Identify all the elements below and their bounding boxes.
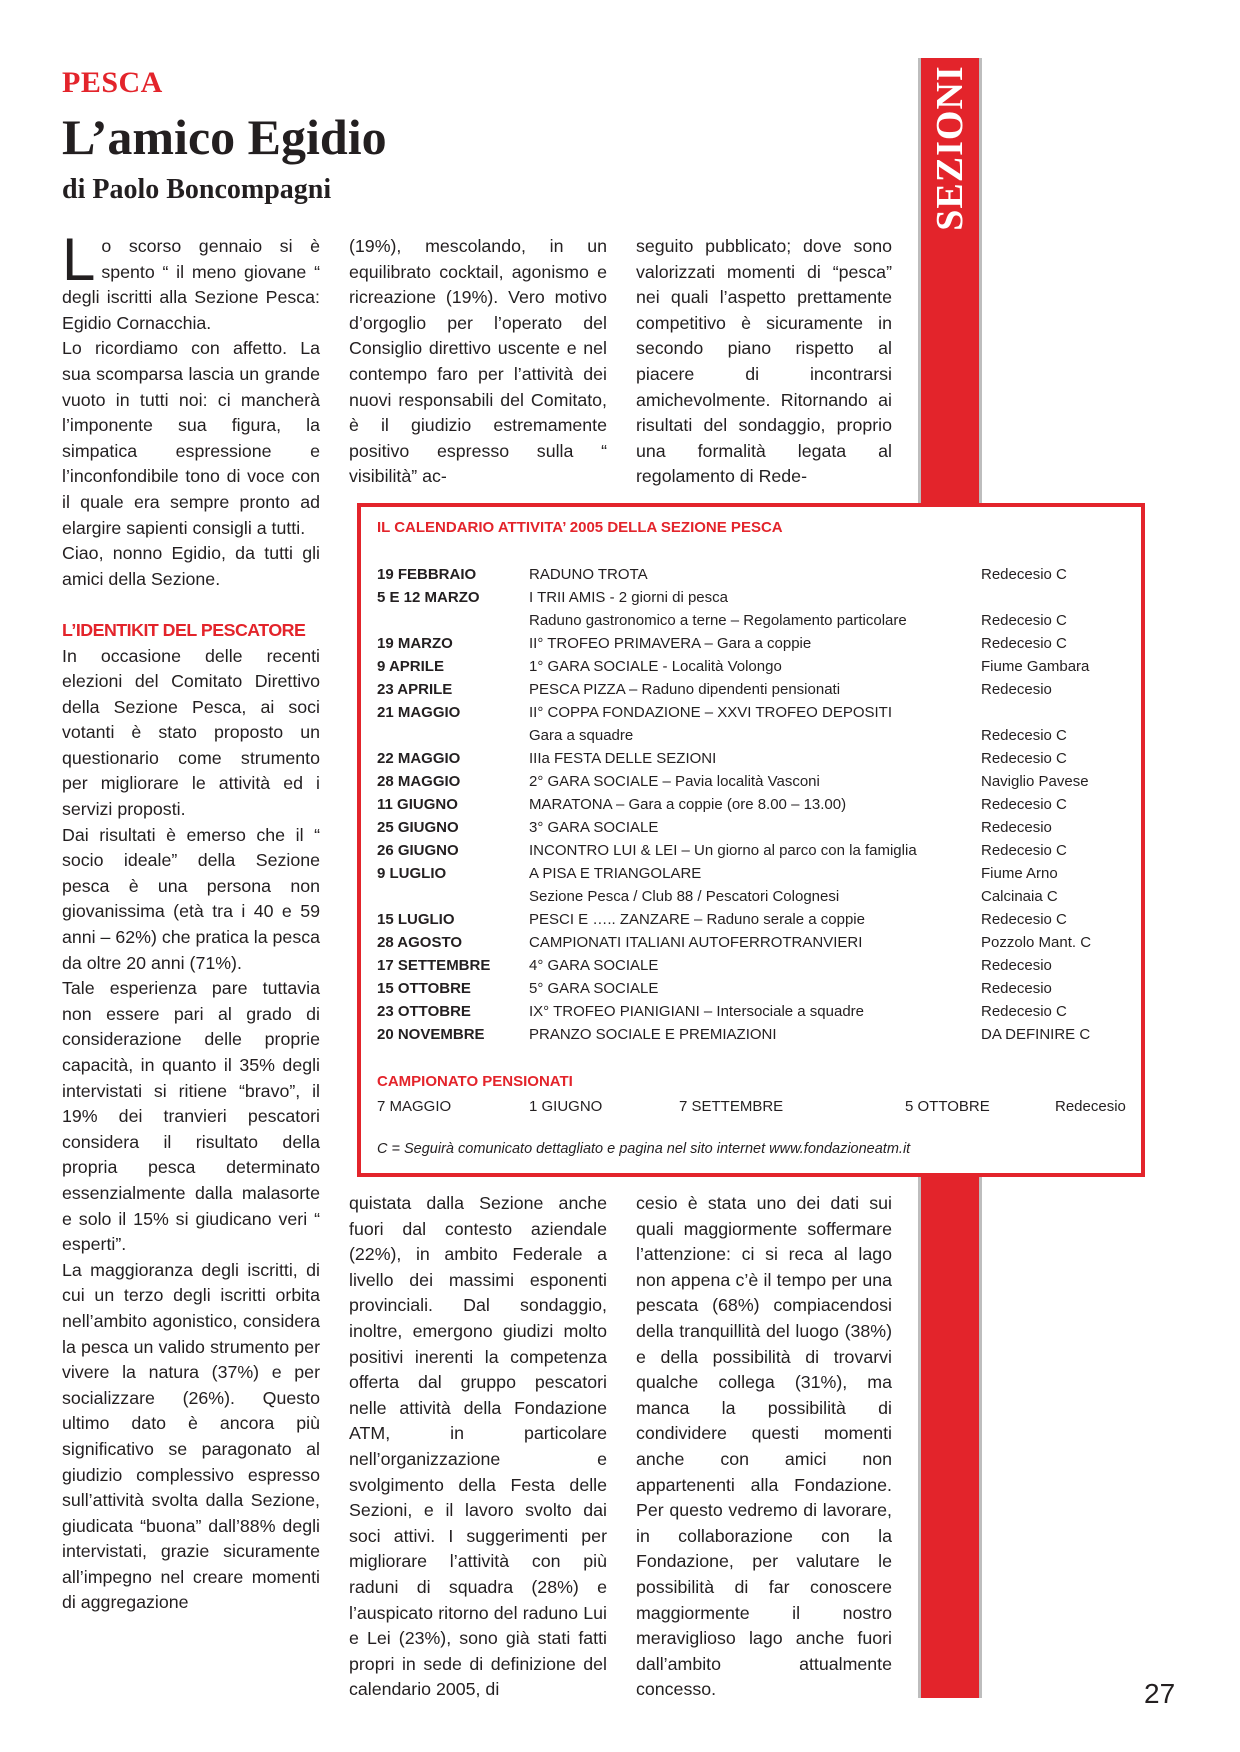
calendar-event: Gara a squadre bbox=[529, 727, 634, 744]
paragraph: Tale esperienza pare tuttavia non essere pari al grado di considerazione delle proprie capacità, in quanto il 35% degli intervistati si ritiene “bravo”, il 19% dei tranvieri pescatori considera il risultato della propria pesca determinato essenzialmente dalla malasorte e solo il 15% si giudicano veri “ esperti”. bbox=[62, 978, 320, 1255]
calendar-row bbox=[377, 770, 1137, 793]
calendar-event: Sezione Pesca / Club 88 / Pescatori Colognesi bbox=[529, 888, 840, 905]
drop-cap: L bbox=[62, 226, 96, 293]
calendar-date: 9 APRILE bbox=[377, 658, 444, 675]
calendar-place: Redecesio C bbox=[981, 842, 1067, 859]
calendar-date: 21 MAGGIO bbox=[377, 704, 461, 721]
campionato-date: 7 MAGGIO bbox=[377, 1098, 452, 1115]
calendar-row bbox=[377, 862, 1137, 885]
calendar-date: 26 GIUGNO bbox=[377, 842, 459, 859]
section-band-label bbox=[921, 58, 979, 238]
calendar-row bbox=[377, 1000, 1137, 1023]
calendar-event: Raduno gastronomico a terne – Regolamento particolare bbox=[529, 612, 907, 629]
section-band-text: SEZIONI bbox=[929, 65, 971, 231]
calendar-box bbox=[357, 503, 1145, 1177]
calendar-row bbox=[377, 563, 1137, 586]
calendar-row bbox=[377, 1023, 1137, 1046]
calendar-row bbox=[377, 747, 1137, 770]
calendar-date: 15 LUGLIO bbox=[377, 911, 455, 928]
calendar-event: 3° GARA SOCIALE bbox=[529, 819, 659, 836]
calendar-event: A PISA E TRIANGOLARE bbox=[529, 865, 702, 882]
calendar-event: RADUNO TROTA bbox=[529, 566, 648, 583]
calendar-date: 25 GIUGNO bbox=[377, 819, 459, 836]
campionato-row bbox=[377, 1095, 1137, 1118]
calendar-date: 9 LUGLIO bbox=[377, 865, 447, 882]
calendar-place: Redecesio C bbox=[981, 727, 1067, 744]
page-number: 27 bbox=[1144, 1678, 1176, 1709]
paragraph: La maggioranza degli iscritti, di cui un terzo degli iscritti orbita nell’ambito agonistico, considera la pesca un valido strumento per vivere la natura (37%) e per socializzare (26%). Questo ultimo dato è ancora più significativo se paragonato al giudizio complessivo espresso sull’attività svolta dalla Sezione, giudicata “buona” dall’88% degli intervistati, grazie sicuramente all’impegno nel creare momenti di aggregazione bbox=[62, 1259, 320, 1613]
article-column-3-bottom bbox=[636, 1191, 892, 1703]
calendar-row bbox=[377, 816, 1137, 839]
calendar-row bbox=[377, 632, 1137, 655]
calendar-date: 23 OTTOBRE bbox=[377, 1003, 471, 1020]
calendar-place: Redecesio bbox=[981, 681, 1052, 698]
paragraph: In occasione delle recenti elezioni del Comitato Direttivo della Sezione Pesca, ai soci votanti è stato proposto un questionario come strumento per migliorare le attività ed i servizi proposti. bbox=[62, 645, 320, 820]
calendar-event: 1° GARA SOCIALE - Località Volongo bbox=[529, 658, 782, 675]
calendar-date: 19 MARZO bbox=[377, 635, 453, 652]
calendar-date: 11 GIUGNO bbox=[377, 796, 458, 813]
paragraph: (19%), mescolando, in un equilibrato cocktail, agonismo e ricreazione (19%). Vero motivo d’orgoglio per l’operato del Consiglio direttivo uscente e nel contempo faro per l’attività dei nuovi responsabili del Comitato, è il giudizio estremamente positivo espresso sulla “ visibilità” ac- bbox=[349, 236, 607, 487]
article-column-3-top bbox=[636, 234, 892, 490]
calendar-row bbox=[377, 908, 1137, 931]
article-column-1 bbox=[62, 226, 320, 1616]
calendar-place: Fiume Arno bbox=[981, 865, 1058, 882]
calendar-place: Redecesio C bbox=[981, 796, 1067, 813]
paragraph: Lo ricordiamo con affetto. La sua scomparsa lascia un grande vuoto in tutti noi: ci mancherà l’imponente sua figura, la simpatica espressione e l’inconfondibile tono di voce con il quale era sempre pronto ad elargire sapienti consigli a tutti. bbox=[62, 338, 320, 538]
calendar-event: IX° TROFEO PIANIGIANI – Intersociale a squadre bbox=[529, 1003, 865, 1020]
calendar-row bbox=[377, 931, 1137, 954]
paragraph: seguito pubblicato; dove sono valorizzati momenti di “pesca” nei quali l’aspetto prettamente competitivo è sicuramente in secondo piano rispetto al piacere di incontrarsi amichevolmente. Ritornando ai risultati del sondaggio, proprio una formalità legata al regolamento di Rede- bbox=[636, 236, 892, 487]
paragraph: cesio è stata uno dei dati sui quali maggiormente soffermare l’attenzione: ci si reca al lago non appena c’è il tempo per una pescata (68%) compiacendosi della tranquillità del luogo (38%) e della possibilità di trovarvi qualche collega (31%), ma manca la possibilità di condividere questi momenti anche con amici non appartenenti alla Fondazione. Per questo vedremo di lavorare, in collaborazione con la Fondazione, per valutare le possibilità di far conoscere maggiormente il nostro meraviglioso lago anche fuori dall’ambito attualmente concesso. bbox=[636, 1193, 892, 1700]
article-column-2-top bbox=[349, 234, 607, 490]
campionato-date: 1 GIUGNO bbox=[529, 1098, 603, 1115]
calendar-place: Naviglio Pavese bbox=[981, 773, 1089, 790]
paragraph bbox=[62, 226, 320, 336]
paragraph: Dai risultati è emerso che il “ socio ideale” della Sezione pesca è una persona non giovanissima (età tra i 40 e 59 anni – 62%) che pratica la pesca da oltre 20 anni (71%). bbox=[62, 824, 320, 973]
calendar-event: I TRII AMIS - 2 giorni di pesca bbox=[529, 589, 728, 606]
calendar-event: 4° GARA SOCIALE bbox=[529, 957, 659, 974]
calendar-place: Redecesio C bbox=[981, 1003, 1067, 1020]
calendar-event: II° COPPA FONDAZIONE – XXVI TROFEO DEPOSITI bbox=[529, 704, 893, 721]
calendar-title: IL CALENDARIO ATTIVITA’ 2005 DELLA SEZIONE PESCA bbox=[377, 519, 783, 536]
campionato-date: 7 SETTEMBRE bbox=[679, 1098, 784, 1115]
section-label: PESCA bbox=[62, 66, 163, 99]
article-column-2-bottom bbox=[349, 1191, 607, 1703]
calendar-event: PRANZO SOCIALE E PREMIAZIONI bbox=[529, 1026, 777, 1043]
campionato-date: 5 OTTOBRE bbox=[905, 1098, 990, 1115]
campionato-title: CAMPIONATO PENSIONATI bbox=[377, 1073, 573, 1090]
article-title: L’amico Egidio bbox=[62, 109, 387, 165]
calendar-event: 2° GARA SOCIALE – Pavia località Vasconi bbox=[529, 773, 820, 790]
calendar-date: 28 MAGGIO bbox=[377, 773, 461, 790]
calendar-place: DA DEFINIRE C bbox=[981, 1026, 1091, 1043]
calendar-row bbox=[377, 724, 1137, 747]
calendar-event: PESCI E ….. ZANZARE – Raduno serale a coppie bbox=[529, 911, 865, 928]
calendar-event: CAMPIONATI ITALIANI AUTOFERROTRANVIERI bbox=[529, 934, 863, 951]
calendar-row bbox=[377, 678, 1137, 701]
paragraph: quistata dalla Sezione anche fuori dal contesto aziendale (22%), in ambito Federale a livello dei massimi esponenti provinciali. Dal sondaggio, inoltre, emergono giudizi molto positivi inerenti la competenza offerta dal gruppo pescatori nelle attività della Fondazione ATM, in particolare nell’organizzazione e svolgimento della Festa delle Sezioni, e il lavoro svolto dai soci attivi. I suggerimenti per migliorare l’attività con più raduni di squadra (28%) e l’auspicato ritorno del raduno Lui e Lei (23%), sono già stati fatti propri in sede di definizione del calendario 2005, di bbox=[349, 1193, 607, 1700]
calendar-place: Fiume Gambara bbox=[981, 658, 1090, 675]
subheading: L’IDENTIKIT DEL PESCATORE bbox=[62, 619, 306, 640]
calendar-row bbox=[377, 793, 1137, 816]
calendar-row bbox=[377, 655, 1137, 678]
calendar-date: 28 AGOSTO bbox=[377, 934, 463, 951]
paragraph-gap bbox=[62, 592, 320, 618]
calendar-place: Redecesio C bbox=[981, 911, 1067, 928]
calendar-event: INCONTRO LUI & LEI – Un giorno al parco con la famiglia bbox=[529, 842, 917, 859]
calendar-date: 20 NOVEMBRE bbox=[377, 1026, 485, 1043]
calendar-row bbox=[377, 885, 1137, 908]
calendar-place: Redecesio C bbox=[981, 612, 1067, 629]
article-byline: di Paolo Boncompagni bbox=[62, 174, 332, 205]
campionato-place: Redecesio bbox=[1055, 1098, 1126, 1115]
calendar-event: MARATONA – Gara a coppie (ore 8.00 – 13.00) bbox=[529, 796, 847, 813]
calendar-event: IIIa FESTA DELLE SEZIONI bbox=[529, 750, 717, 767]
calendar-row bbox=[377, 839, 1137, 862]
calendar-place: Redecesio bbox=[981, 957, 1052, 974]
calendar-place: Redecesio bbox=[981, 819, 1052, 836]
calendar-date: 19 FEBBRAIO bbox=[377, 566, 477, 583]
calendar-date: 5 E 12 MARZO bbox=[377, 589, 480, 606]
calendar-row bbox=[377, 954, 1137, 977]
calendar-place: Redecesio C bbox=[981, 750, 1067, 767]
calendar-place: Pozzolo Mant. C bbox=[981, 934, 1092, 951]
paragraph: Ciao, nonno Egidio, da tutti gli amici della Sezione. bbox=[62, 543, 320, 589]
calendar-row bbox=[377, 609, 1137, 632]
paragraph-text: o scorso gennaio si è spento “ il meno giovane “ degli iscritti alla Sezione Pesca: Egidio Cornacchia. bbox=[62, 236, 320, 333]
calendar-date: 22 MAGGIO bbox=[377, 750, 461, 767]
calendar-place: Redecesio C bbox=[981, 635, 1067, 652]
calendar-footnote: C = Seguirà comunicato dettagliato e pagina nel sito internet www.fondazioneatm.it bbox=[377, 1141, 911, 1157]
calendar-row bbox=[377, 701, 1137, 724]
calendar-event: 5° GARA SOCIALE bbox=[529, 980, 659, 997]
calendar-row bbox=[377, 977, 1137, 1000]
calendar-date: 15 OTTOBRE bbox=[377, 980, 471, 997]
calendar-place: Calcinaia C bbox=[981, 888, 1058, 905]
calendar-event: II° TROFEO PRIMAVERA – Gara a coppie bbox=[529, 635, 812, 652]
calendar-place: Redecesio C bbox=[981, 566, 1067, 583]
calendar-event: PESCA PIZZA – Raduno dipendenti pensionati bbox=[529, 681, 841, 698]
calendar-date: 17 SETTEMBRE bbox=[377, 957, 491, 974]
calendar-row bbox=[377, 586, 1137, 609]
calendar-date: 23 APRILE bbox=[377, 681, 453, 698]
calendar-place: Redecesio bbox=[981, 980, 1052, 997]
